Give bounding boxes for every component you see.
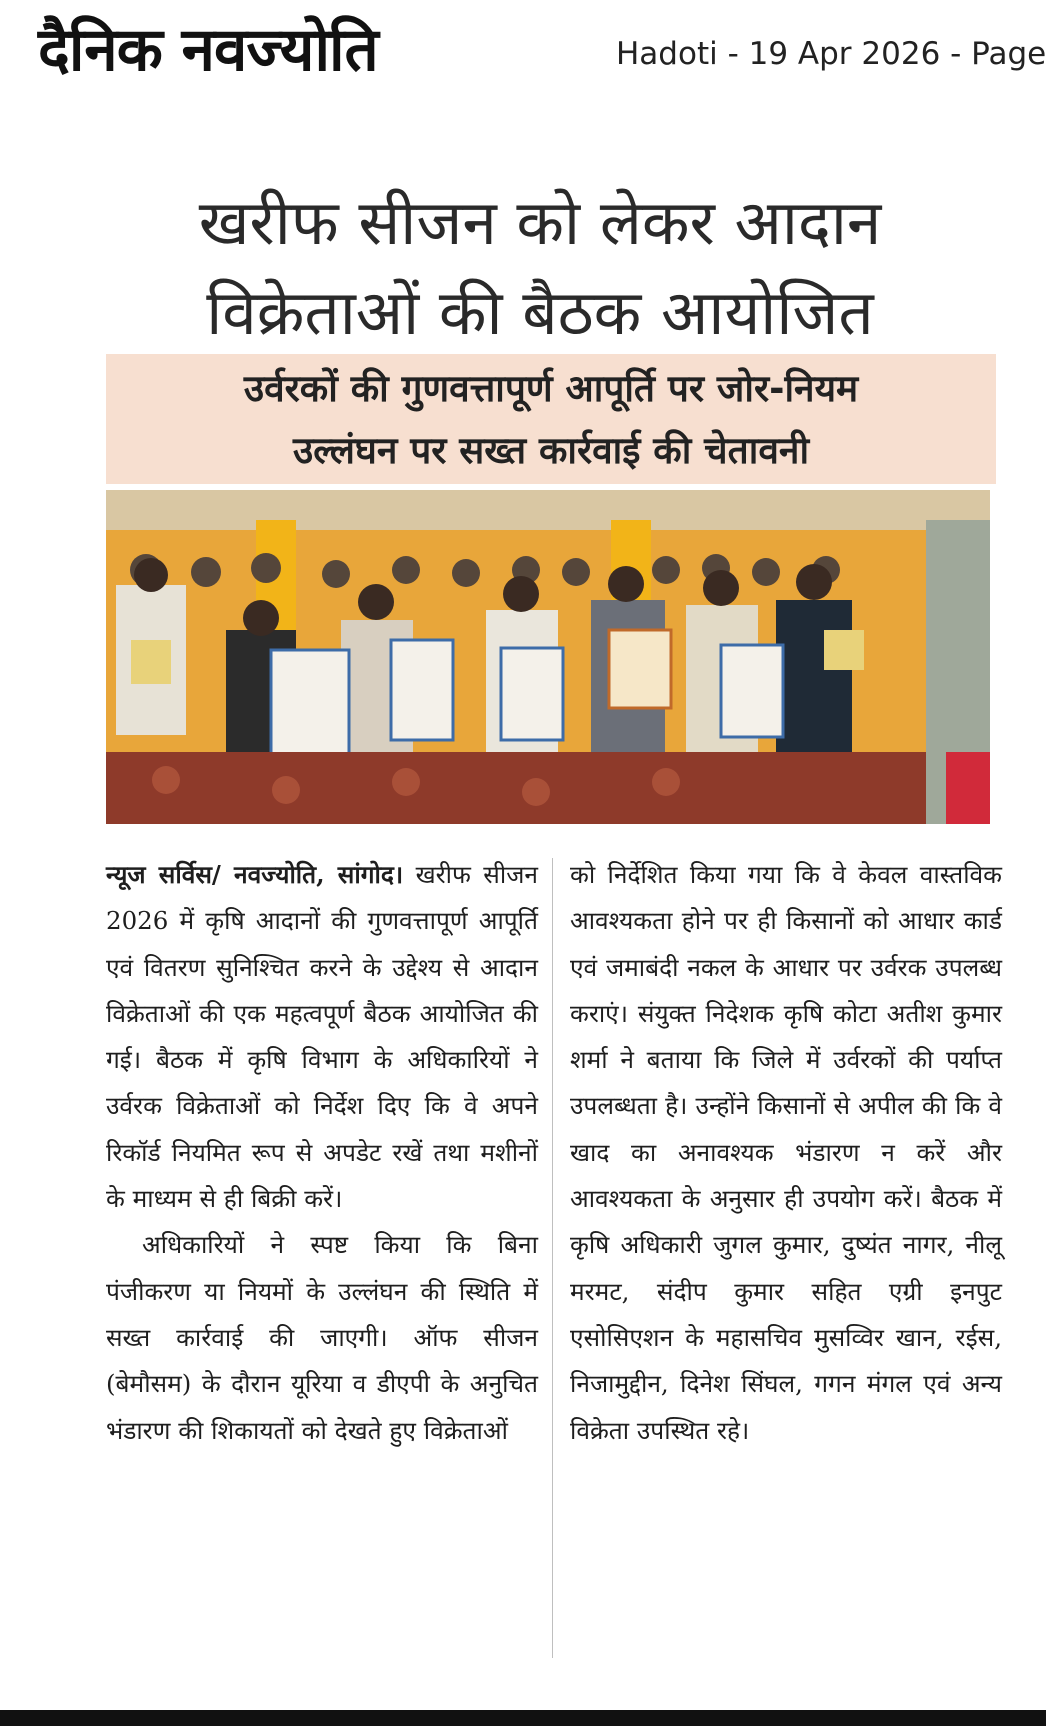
meeting-photo xyxy=(106,490,990,824)
photo-table xyxy=(106,752,926,824)
newspaper-masthead: दैनिक नवज्योति xyxy=(38,15,378,85)
article-paragraph-1 xyxy=(106,852,538,1222)
edition-label: Hadoti - 19 Apr 2026 - Page xyxy=(616,36,1046,72)
photo-chair xyxy=(946,752,990,824)
paragraph-1-text: खरीफ सीजन 2026 में कृषि आदानों की गुणवत्तापूर्ण आपूर्ति एवं वितरण सुनिश्चित करने के उद्देश्य से आदान विक्रेताओं की एक महत्वपूर्ण बैठक आयोजित की गई। बैठक में कृषि विभाग के अधिकारियों ने उर्वरक विक्रेताओं को निर्देश दिए कि वे अपने रिकॉर्ड नियमित रूप से अपडेट रखें तथा मशीनों के माध्यम से ही बिक्री करें। xyxy=(106,860,538,1214)
article-paragraph-3: को निर्देशित किया गया कि वे केवल वास्तविक आवश्यकता होने पर ही किसानों को आधार कार्ड एवं जमाबंदी नकल के आधार पर उर्वरक उपलब्ध कराएं। संयुक्त निदेशक कृषि कोटा अतीश कुमार शर्मा ने बताया कि जिले में उर्वरकों की पर्याप्त उपलब्धता है। उन्होंने किसानों से अपील की कि वे खाद का अनावश्यक भंडारण न करें और आवश्यकता के अनुसार ही उपयोग करें। बैठक में कृषि अधिकारी जुगल कुमार, दुष्यंत नागर, नीलू मरमट, संदीप कुमार सहित एग्री इनपुट एसोसिएशन के महासचिव मुसव्विर खान, रईस, निजामुद्दीन, दिनेश सिंघल, गगन मंगल एवं अन्य विक्रेता उपस्थित रहे। xyxy=(570,860,1002,1445)
photo-ceiling xyxy=(106,490,990,530)
article-dateline: न्यूज सर्विस/ नवज्योति, सांगोद। xyxy=(106,860,404,889)
article-column-right xyxy=(570,852,1002,1454)
article-paragraph-2: अधिकारियों ने स्पष्ट किया कि बिना पंजीकरण या नियमों के उल्लंघन की स्थिति में सख्त कार्रवाई की जाएगी। ऑफ सीजन (बेमौसम) के दौरान यूरिया व डीएपी के अनुचित भंडारण की शिकायतों को देखते हुए विक्रेताओं xyxy=(106,1230,538,1445)
article-deck xyxy=(106,354,996,484)
article-headline xyxy=(100,178,980,358)
article-column-left xyxy=(106,852,538,1454)
deck-line-2: उल्लंघन पर सख्त कार्रवाई की चेतावनी xyxy=(292,429,810,472)
headline-line-1: खरीफ सीजन को लेकर आदान xyxy=(198,186,882,259)
headline-line-2: विक्रेताओं की बैठक आयोजित xyxy=(206,276,874,349)
page-bottom-band xyxy=(0,1710,1046,1726)
meeting-photo-icon xyxy=(106,490,990,824)
column-divider xyxy=(552,858,553,1658)
deck-line-1: उर्वरकों की गुणवत्तापूर्ण आपूर्ति पर जोर-नियम xyxy=(243,367,859,410)
